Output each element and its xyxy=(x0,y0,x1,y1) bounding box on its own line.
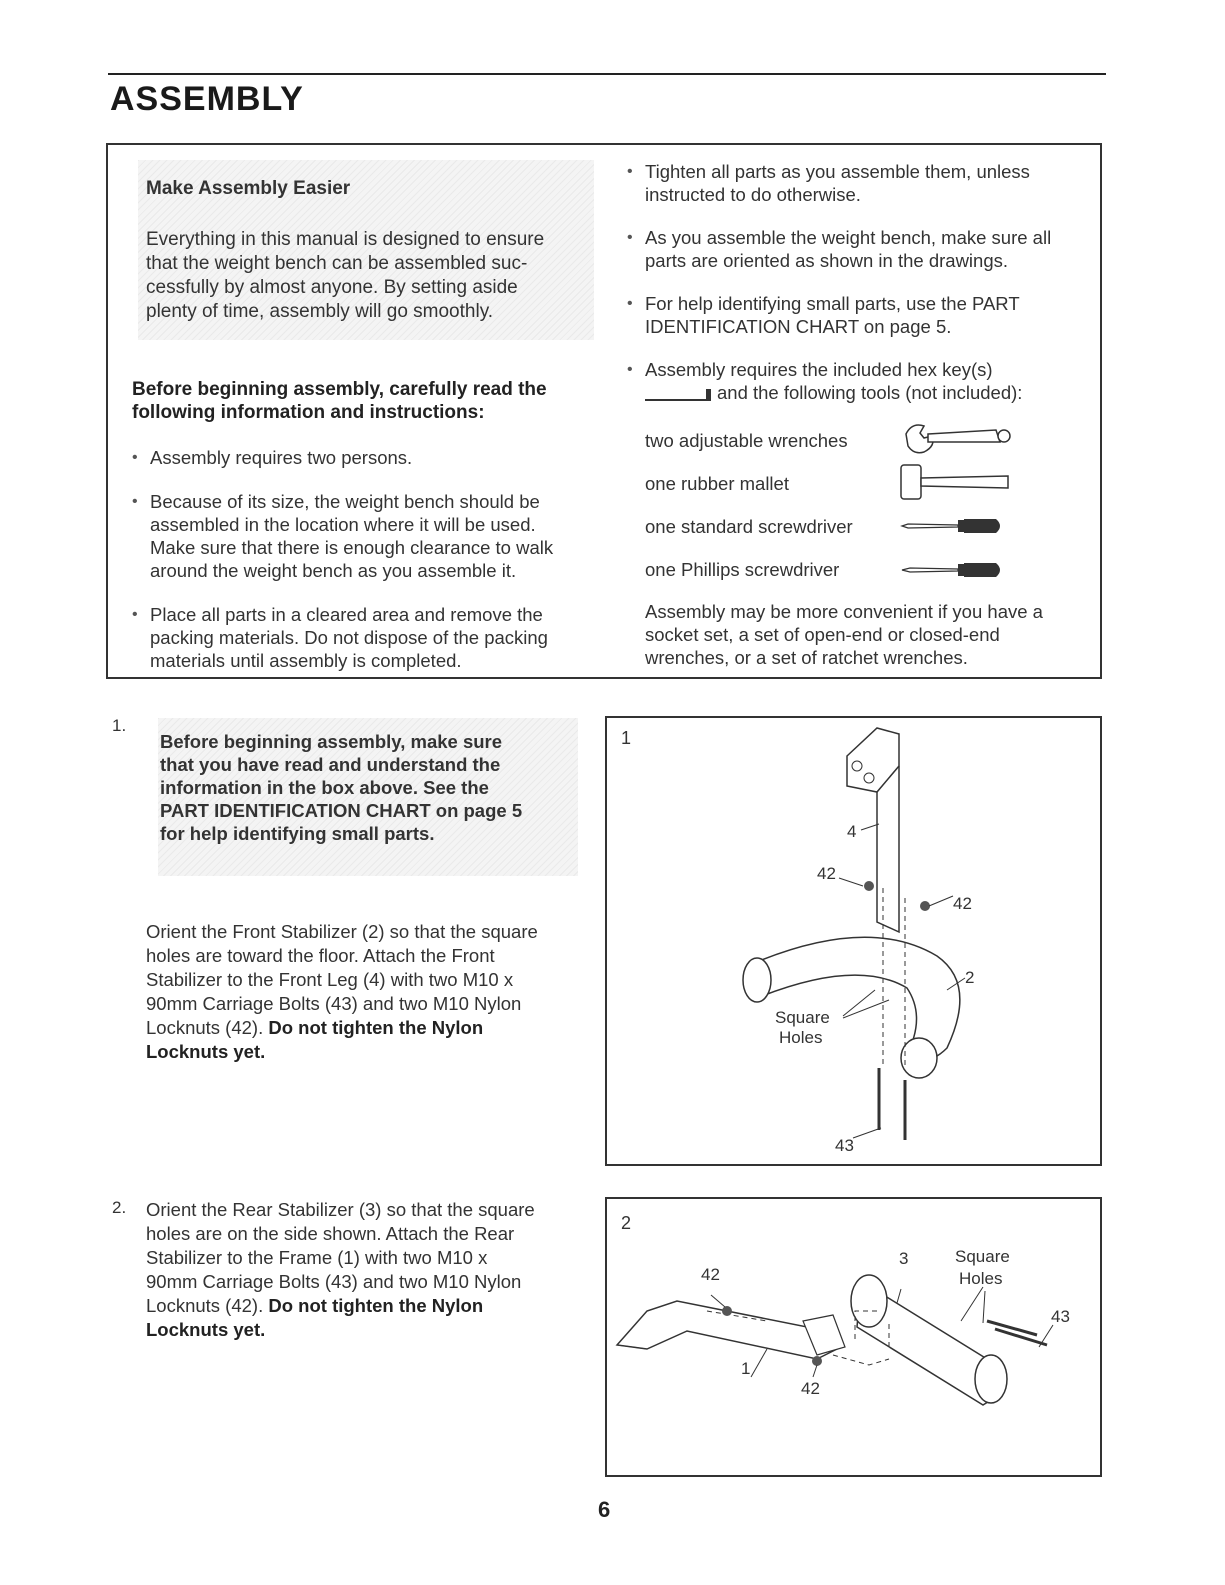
text-fragment: Locknuts (42). xyxy=(146,1295,269,1316)
text-fragment: and the following tools (not included): xyxy=(717,382,1023,403)
text-line: following information and instructions: xyxy=(132,402,485,423)
label-front-stabilizer: 2 xyxy=(965,968,975,987)
text-line: that you have read and understand the xyxy=(160,754,501,775)
text-line: parts are oriented as shown in the drawings. xyxy=(645,250,1009,271)
tool-label: one standard screwdriver xyxy=(645,516,853,537)
text-line: packing materials. Do not dispose of the packing xyxy=(150,627,548,648)
tool-label: one Phillips screwdriver xyxy=(645,559,840,580)
bullet-item xyxy=(625,226,1095,272)
text-line: • Assembly requires the included hex key(s) xyxy=(645,359,993,380)
label-locknut: 42 xyxy=(953,894,972,913)
text-line: • Tighten all parts as you assemble them, unless xyxy=(645,161,1030,182)
text-line: Before beginning assembly, make sure xyxy=(160,731,503,752)
text-line: holes are toward the floor. Attach the Front xyxy=(146,945,495,966)
label-holes: Holes xyxy=(959,1269,1003,1288)
phillips-screwdriver-icon xyxy=(898,558,1008,582)
text-line: 90mm Carriage Bolts (43) and two M10 Nylon xyxy=(146,993,522,1014)
text-line xyxy=(146,1294,586,1318)
bullet-item xyxy=(130,446,592,469)
figure-1 xyxy=(605,716,1102,1166)
before-beginning-heading xyxy=(132,378,592,424)
text-line: wrenches, or a set of ratchet wrenches. xyxy=(645,647,968,668)
text-line xyxy=(146,1016,586,1040)
label-square: Square xyxy=(955,1247,1010,1266)
rear-stabilizer-diagram xyxy=(607,1199,1100,1475)
text-line: Orient the Front Stabilizer (2) so that the square xyxy=(146,921,538,942)
text-line: holes are on the side shown. Attach the Rear xyxy=(146,1223,515,1244)
bullet-item xyxy=(625,358,1095,404)
page-number: 6 xyxy=(598,1497,611,1522)
assembly-convenience-note xyxy=(645,600,1090,669)
step2-instructions xyxy=(146,1198,586,1342)
tool-row xyxy=(645,473,789,495)
rubber-mallet-icon xyxy=(898,462,1018,502)
front-stabilizer-diagram xyxy=(607,718,1100,1164)
text-line: instructed to do otherwise. xyxy=(645,184,861,205)
adjustable-wrench-icon xyxy=(900,420,1015,456)
text-line: Stabilizer to the Frame (1) with two M10 x xyxy=(146,1247,488,1268)
bullet-item xyxy=(130,490,592,582)
label-locknut: 42 xyxy=(701,1265,720,1284)
label-carriage-bolts: 43 xyxy=(1051,1307,1070,1326)
text-line: assembled in the location where it will be used. xyxy=(150,514,536,535)
left-bullet-list xyxy=(130,446,592,693)
step1-callout xyxy=(160,730,580,845)
label-locknut: 42 xyxy=(801,1379,820,1398)
text-fragment: Locknuts (42). xyxy=(146,1017,269,1038)
tool-label: one rubber mallet xyxy=(645,473,789,494)
text-line: Assembly may be more convenient if you have a xyxy=(645,601,1043,622)
text-line: PART IDENTIFICATION CHART on page 5 xyxy=(160,800,523,821)
text-line: for help identifying small parts. xyxy=(160,823,435,844)
text-line: 90mm Carriage Bolts (43) and two M10 Nylon xyxy=(146,1271,522,1292)
standard-screwdriver-icon xyxy=(898,514,1008,538)
text-line: Everything in this manual is designed to ensure xyxy=(146,229,545,250)
text-line: Orient the Rear Stabilizer (3) so that the square xyxy=(146,1199,535,1220)
header-rule xyxy=(108,73,1106,75)
step-number: 2. xyxy=(112,1198,127,1217)
text-line: Make sure that there is enough clearance to walk xyxy=(150,537,554,558)
label-frame: 1 xyxy=(741,1359,751,1378)
label-locknut: 42 xyxy=(817,864,836,883)
page-title: ASSEMBLY xyxy=(110,80,304,118)
figure-number: 1 xyxy=(621,728,632,748)
text-line: that the weight bench can be assembled suc- xyxy=(146,253,528,274)
bullet-item xyxy=(130,603,592,672)
text-line: information in the box above. See the xyxy=(160,777,489,798)
hex-key-icon xyxy=(645,389,711,401)
warning-text: Do not tighten the Nylon xyxy=(268,1017,484,1038)
warning-text: Locknuts yet. xyxy=(146,1041,266,1062)
text-line: around the weight bench as you assemble it. xyxy=(150,560,517,581)
tool-row xyxy=(645,430,848,452)
text-line: IDENTIFICATION CHART on page 5. xyxy=(645,316,952,337)
text-line xyxy=(645,381,1095,404)
text-line: cessfully by almost anyone. By setting aside xyxy=(146,277,518,298)
tool-label: two adjustable wrenches xyxy=(645,430,848,451)
text-line: materials until assembly is completed. xyxy=(150,650,462,671)
tool-row xyxy=(645,559,839,581)
text-line: • For help identifying small parts, use the PART xyxy=(645,293,1020,314)
bullet-item xyxy=(625,160,1095,206)
bullet-item xyxy=(625,292,1095,338)
tool-row xyxy=(645,516,853,538)
warning-text: Do not tighten the Nylon xyxy=(268,1295,484,1316)
right-bullet-list xyxy=(625,160,1095,424)
text-line: Stabilizer to the Front Leg (4) with two M10 x xyxy=(146,969,514,990)
label-rear-stabilizer: 3 xyxy=(899,1249,909,1268)
text-line: • Because of its size, the weight bench should be xyxy=(150,491,540,512)
step1-instructions xyxy=(146,920,586,1064)
label-square: Square xyxy=(775,1008,830,1027)
make-assembly-easier-title: Make Assembly Easier xyxy=(146,178,351,199)
step-number: 1. xyxy=(112,716,127,735)
text-line xyxy=(146,1040,586,1064)
text-line xyxy=(146,1318,586,1342)
warning-text: Locknuts yet. xyxy=(146,1319,266,1340)
text-line: • Place all parts in a cleared area and remove the xyxy=(150,604,543,625)
figure-number: 2 xyxy=(621,1213,632,1233)
text-line: • As you assemble the weight bench, make sure all xyxy=(645,227,1052,248)
label-front-leg: 4 xyxy=(847,822,857,841)
text-line: Before beginning assembly, carefully read the xyxy=(132,379,547,400)
label-carriage-bolts: 43 xyxy=(835,1136,854,1155)
text-line: socket set, a set of open-end or closed-end xyxy=(645,624,1000,645)
figure-2 xyxy=(605,1197,1102,1477)
text-line: plenty of time, assembly will go smoothly. xyxy=(146,301,494,322)
label-holes: Holes xyxy=(779,1028,823,1047)
make-assembly-easier-text xyxy=(146,228,586,324)
text-line: • Assembly requires two persons. xyxy=(150,447,413,468)
